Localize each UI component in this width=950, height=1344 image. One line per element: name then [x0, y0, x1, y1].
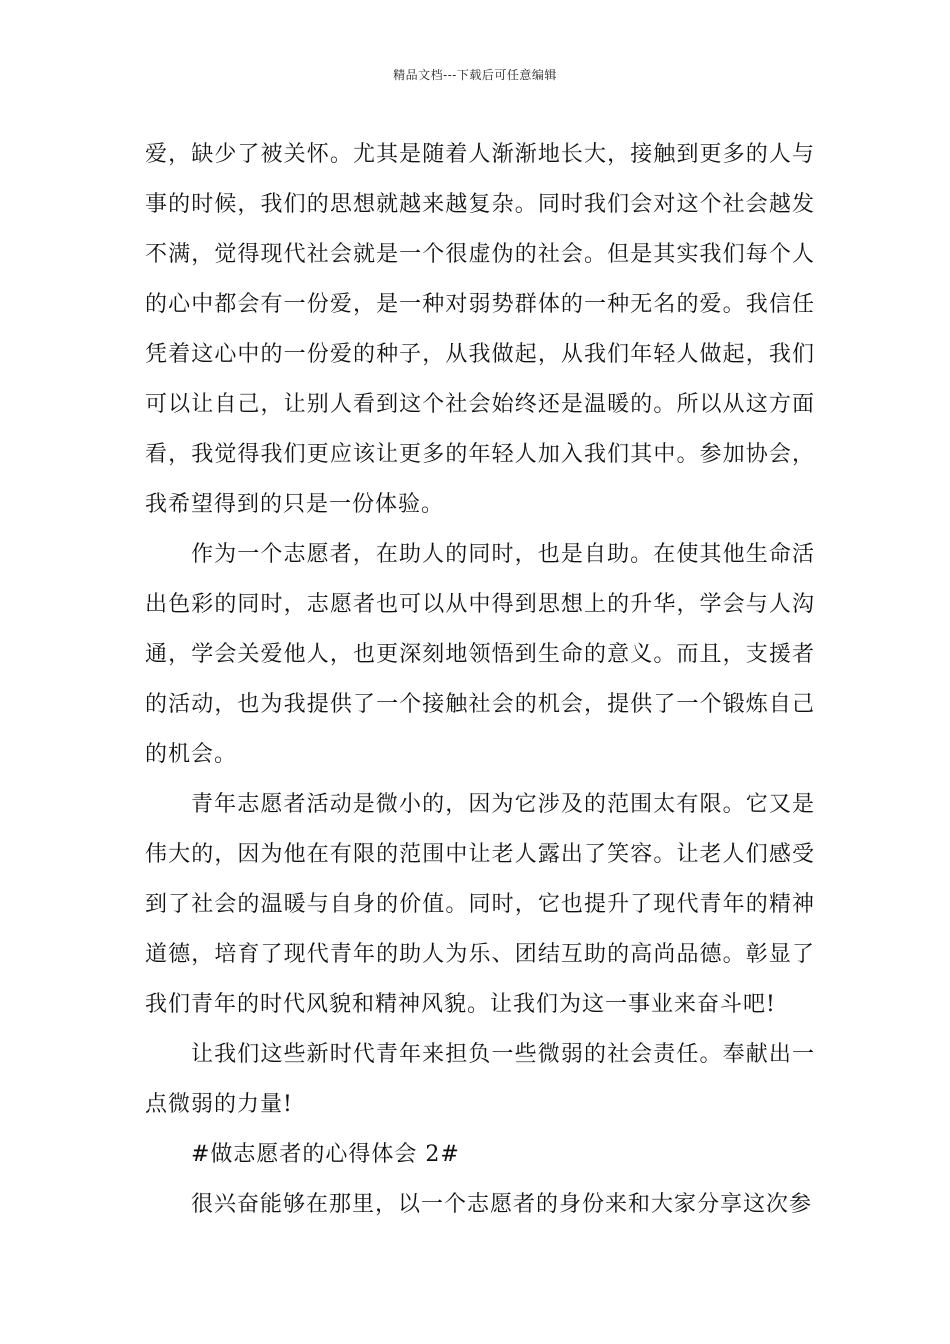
paragraph-5: 很兴奋能够在那里，以一个志愿者的身份来和大家分享这次参 [191, 1192, 813, 1217]
section-heading: #做志愿者的心得体会 2# [191, 1142, 460, 1167]
page-header: 精品文档---下载后可任意编辑 [393, 68, 557, 82]
paragraph-1: 爱，缺少了被关怀。尤其是随着人渐渐地长大，接触到更多的人与事的时候，我们的思想就越来越复杂。同时我们会对这个社会越发不满，觉得现代社会就是一个很虚伪的社会。但是其实我们每个人的心中都会有一份爱，是一种对弱势群体的一种无名的爱。我信任凭着这心中的一份爱的种子，从我做起，从我们年轻人做起，我们可以让自己，让别人看到这个社会始终还是温暖的。所以从这方面看，我觉得我们更应该让更多的年轻人加入我们其中。参加协会，我希望得到的只是一份体验。 [145, 142, 815, 517]
paragraph-2: 作为一个志愿者，在助人的同时，也是自助。在使其他生命活出色彩的同时，志愿者也可以从中得到思想上的升华，学会与人沟通，学会关爱他人，也更深刻地领悟到生命的意义。而且，支援者的活动，也为我提供了一个接触社会的机会，提供了一个锻炼自己的机会。 [145, 542, 815, 767]
document-body [145, 130, 815, 1230]
paragraph-3: 青年志愿者活动是微小的，因为它涉及的范围太有限。它又是伟大的，因为他在有限的范围中让老人露出了笑容。让老人们感受到了社会的温暖与自身的价值。同时，它也提升了现代青年的精神道德，培育了现代青年的助人为乐、团结互助的高尚品德。彰显了我们青年的时代风貌和精神风貌。让我们为这一事业来奋斗吧! [145, 792, 815, 1017]
paragraph-4: 让我们这些新时代青年来担负一些微弱的社会责任。奉献出一点微弱的力量! [145, 1042, 815, 1117]
